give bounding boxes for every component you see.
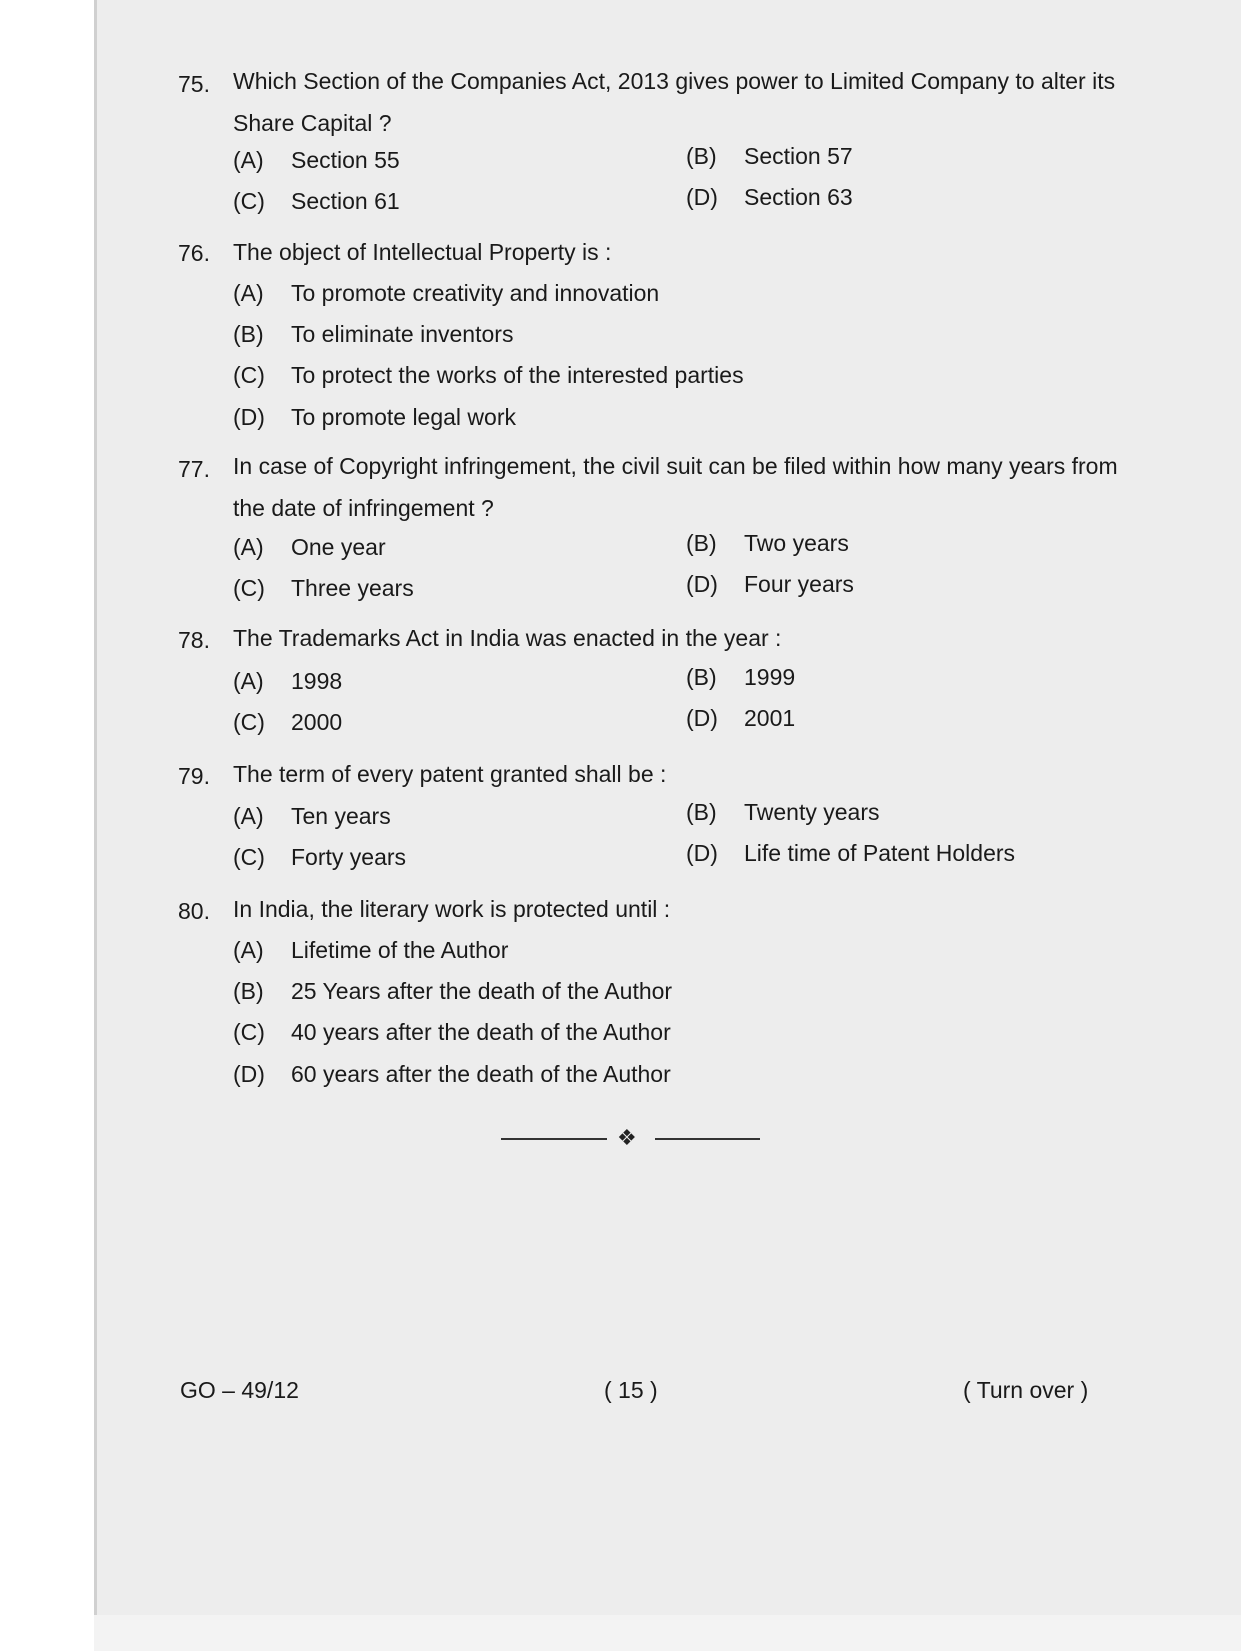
option-b (686, 792, 880, 832)
question-text: The object of Intellectual Property is : (233, 239, 612, 265)
option-c (233, 1012, 671, 1052)
option-label: (A) (233, 937, 264, 963)
option-label: (A) (233, 534, 264, 560)
option-text: 40 years after the death of the Author (291, 1019, 671, 1045)
question-number: 80. (178, 898, 210, 924)
option-label: (D) (686, 571, 718, 597)
option-c (233, 568, 414, 608)
option-text: 1999 (744, 664, 796, 690)
option-label: (B) (686, 664, 717, 690)
option-text: 1998 (291, 668, 343, 694)
option-a (233, 796, 391, 836)
option-label: (C) (233, 709, 265, 735)
option-text: Life time of Patent Holders (744, 840, 1016, 866)
option-text: Two years (744, 530, 849, 556)
option-label: (B) (233, 978, 264, 1004)
option-label: (D) (686, 184, 718, 210)
option-text: To eliminate inventors (291, 321, 514, 347)
option-label: (D) (686, 705, 718, 731)
option-text: 2000 (291, 709, 343, 735)
page-number: ( 15 ) (604, 1377, 658, 1403)
option-text: Section 61 (291, 188, 400, 214)
option-label: (D) (233, 1061, 265, 1087)
scanner-margin (0, 0, 94, 1651)
option-c (233, 355, 744, 395)
question-number: 78. (178, 627, 210, 653)
option-label: (A) (233, 803, 264, 829)
option-text: Section 55 (291, 147, 400, 173)
paper-bottom-strip (94, 1615, 1241, 1651)
option-label: (C) (233, 188, 265, 214)
option-d (686, 833, 1015, 873)
option-d (233, 397, 516, 437)
option-label: (D) (686, 840, 718, 866)
option-c (233, 837, 406, 877)
option-text: 2001 (744, 705, 796, 731)
option-b (233, 971, 672, 1011)
question-number: 77. (178, 456, 210, 482)
option-label: (C) (233, 362, 265, 388)
option-label: (A) (233, 280, 264, 306)
question-text: In India, the literary work is protected until : (233, 896, 671, 922)
option-text: To promote creativity and innovation (291, 280, 660, 306)
option-b (233, 314, 513, 354)
separator-line-left (501, 1138, 607, 1140)
option-text: 60 years after the death of the Author (291, 1061, 671, 1087)
option-b (686, 523, 849, 563)
option-a (233, 140, 400, 180)
option-text: Forty years (291, 844, 407, 870)
question-number: 75. (178, 71, 210, 97)
option-text: 25 Years after the death of the Author (291, 978, 673, 1004)
option-label: (C) (233, 844, 265, 870)
option-a (233, 527, 386, 567)
option-d (233, 1054, 671, 1094)
option-label: (B) (686, 799, 717, 825)
question-text: The term of every patent granted shall be : (233, 761, 667, 787)
option-text: Section 57 (744, 143, 853, 169)
option-text: Lifetime of the Author (291, 937, 509, 963)
option-b (686, 657, 795, 697)
option-text: Four years (744, 571, 854, 597)
option-label: (C) (233, 575, 265, 601)
option-text: To promote legal work (291, 404, 516, 430)
turn-over-note: ( Turn over ) (963, 1377, 1089, 1403)
option-d (686, 177, 853, 217)
separator-line-right (655, 1138, 760, 1140)
question-text: Which Section of the Companies Act, 2013 gives power to Limited Company to alter its Share Capital ? (233, 68, 1116, 136)
option-b (686, 136, 853, 176)
option-a (233, 661, 342, 701)
question-number: 76. (178, 240, 210, 266)
option-text: Section 63 (744, 184, 853, 210)
question-number: 79. (178, 763, 210, 789)
option-c (233, 181, 400, 221)
option-label: (B) (686, 143, 717, 169)
option-text: Twenty years (744, 799, 880, 825)
option-d (686, 564, 854, 604)
option-a (233, 273, 659, 313)
option-c (233, 702, 342, 742)
option-label: (A) (233, 147, 264, 173)
option-label: (A) (233, 668, 264, 694)
paper-edge (94, 0, 97, 1651)
option-label: (D) (233, 404, 265, 430)
option-label: (B) (233, 321, 264, 347)
paper-code: GO – 49/12 (180, 1377, 299, 1403)
separator-ornament: ❖ (617, 1125, 637, 1150)
option-d (686, 698, 795, 738)
option-a (233, 930, 508, 970)
option-text: One year (291, 534, 386, 560)
option-text: To protect the works of the interested parties (291, 362, 744, 388)
option-label: (B) (686, 530, 717, 556)
option-label: (C) (233, 1019, 265, 1045)
option-text: Ten years (291, 803, 391, 829)
question-text: In case of Copyright infringement, the civil suit can be filed within how many years from the date of infringement ? (233, 453, 1118, 521)
option-text: Three years (291, 575, 414, 601)
question-text: The Trademarks Act in India was enacted in the year : (233, 625, 782, 651)
